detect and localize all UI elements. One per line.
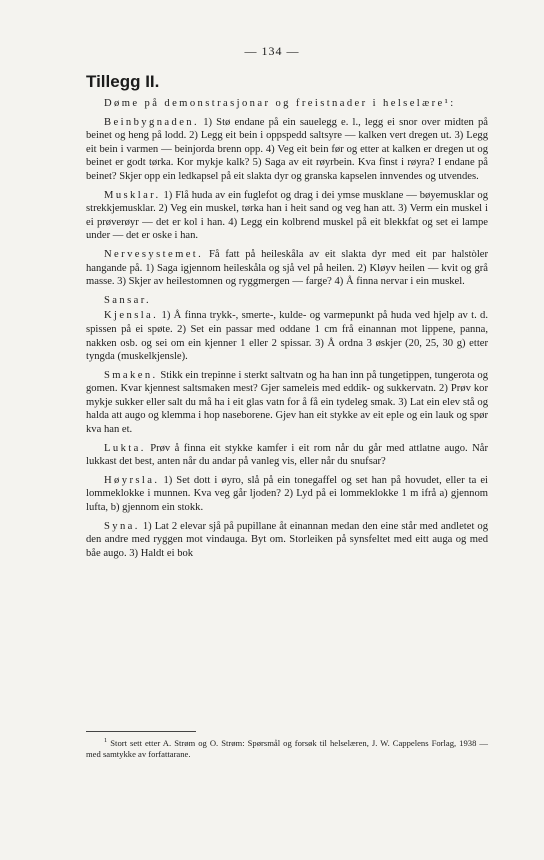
section-title: Sansar. — [104, 294, 152, 306]
body-text — [86, 97, 488, 565]
section-title: Nervesystemet. — [104, 248, 204, 260]
section-text: 1) Stø endane på ein sauelegg e. l., legg ei snor over midten på beinet og heng på lodd. 2) Legg eit bein i oppspedd saltsyre — kalken vert dregen ut. 3) Legg eit bein i varmen — beinjorda brenn opp. 4) Veg eit bein før og etter at kalken er dregen ut og beinet er godt tørka. Kor mykje kalk? 5) Saga av eit røyrbein. Kva finst i røyra? I endane på beinet? Skjer opp ein ledkapsel på eit slakta dyr og granska kapselen innvendes og utvendes. — [86, 116, 488, 182]
section-kjensla — [86, 309, 488, 363]
footnote-divider — [86, 731, 196, 732]
intro-paragraph: Døme på demonstrasjonar og freistnader i helselære¹: — [104, 98, 456, 109]
section-title: Høyrsla. — [104, 474, 160, 486]
section-text: Stikk ein trepinne i sterkt saltvatn og ha han inn på tungetippen, tungerota og gomen. Kvar kjennest saltsmaken mest? Gjer sameleis med eddik- og sukkervatn. 2) Prøv kor mykje sukker eller salt du må ha i eit glas vatn for å få ein tydeleg smak. 3) Lat ein elev stå og halda att augo og klemma i hop naseborene. Gjev han eit stykke av eit eple og ein lauk og spør kva han et. — [86, 369, 488, 436]
footnote-marker: 1 — [104, 737, 108, 744]
section-text: 1) Flå huda av ein fuglefot og drag i dei ymse musklane — bøyemusklar og strekkjemusklar. 2) Veg ein muskel, tørka han i heit sand og veg han att. 3) Verm ein muskel i ei prøverøyr — det er kol i han. 4) Legg ein kolbrend muskel på eit blekkfat og set ei lampe under — det er oske i han. — [86, 189, 488, 242]
footnote — [86, 735, 488, 761]
section-beinbygnaden — [86, 116, 488, 184]
section-hoyrsla — [86, 474, 488, 515]
section-lukta — [86, 442, 488, 469]
section-title: Smaken. — [104, 369, 158, 381]
section-title: Musklar. — [104, 189, 161, 201]
section-title: Syna. — [104, 520, 140, 532]
section-text: 1) Set dott i øyro, slå på ein tonegaffel og set han på hovudet, eller ta ei lommeklokke i munnen. Kva veg går ljoden? 2) Lyd på ei lommeklokke 1 m ifrå a) gjennom lufta, b) gjennom ein stokk. — [86, 474, 488, 514]
section-title: Lukta. — [104, 442, 146, 454]
page-number: — 134 — — [244, 44, 300, 58]
section-text: Prøv å finna eit stykke kamfer i eit rom når du går med attlatne augo. Når lukkast det best, anten når du andar på vanleg vis, eller når du snufsar? — [86, 442, 488, 468]
section-text: 1) Lat 2 elevar sjå på pupillane åt einannan medan den eine står med andletet og den andre med ryggen mot vindauga. Byt om. Storleiken på synsfeltet med eitt auga og med båe augo. 3) Haldt ei bok — [86, 520, 488, 559]
section-title: Kjensla. — [104, 310, 159, 322]
section-syna — [86, 520, 488, 561]
section-sansar — [86, 294, 488, 308]
section-smaken — [86, 369, 488, 437]
section-title: Beinbygnaden. — [104, 116, 200, 128]
section-musklar — [86, 189, 488, 243]
footnote-text: Stort sett etter A. Strøm og O. Strøm: Spørsmål og forsøk til helselæren, J. W. Cappelens Forlag, 1938 — med samtykke av forfattarane. — [86, 737, 488, 760]
section-text: 1) Å finna trykk-, smerte-, kulde- og varmepunkt på huda ved hjelp av t. d. spissen på ei spøte. 2) Set ein passar med oddane 1 cm frå einannan mot lippene, panna, nakken osb. og sei om ein kjenner 1 eller 2 spissar. 3) Å ordna 3 øskjer (20, 25, 30 g) etter tyngda (muskelkjensle). — [86, 310, 489, 363]
section-text: Få fatt på heileskåla av eit slakta dyr med eit par halstòler hangande på. 1) Saga igjennom heileskåla og sjå vel på heilen. 2) Kløyv heilen — kvit og grå masse. 3) Skjer av heilestomnen og ryggmergen — farge? 4) Å finna nervar i ein muskel. — [86, 248, 488, 288]
section-nervesystemet — [86, 248, 488, 289]
page-heading: Tillegg II. — [86, 72, 160, 91]
